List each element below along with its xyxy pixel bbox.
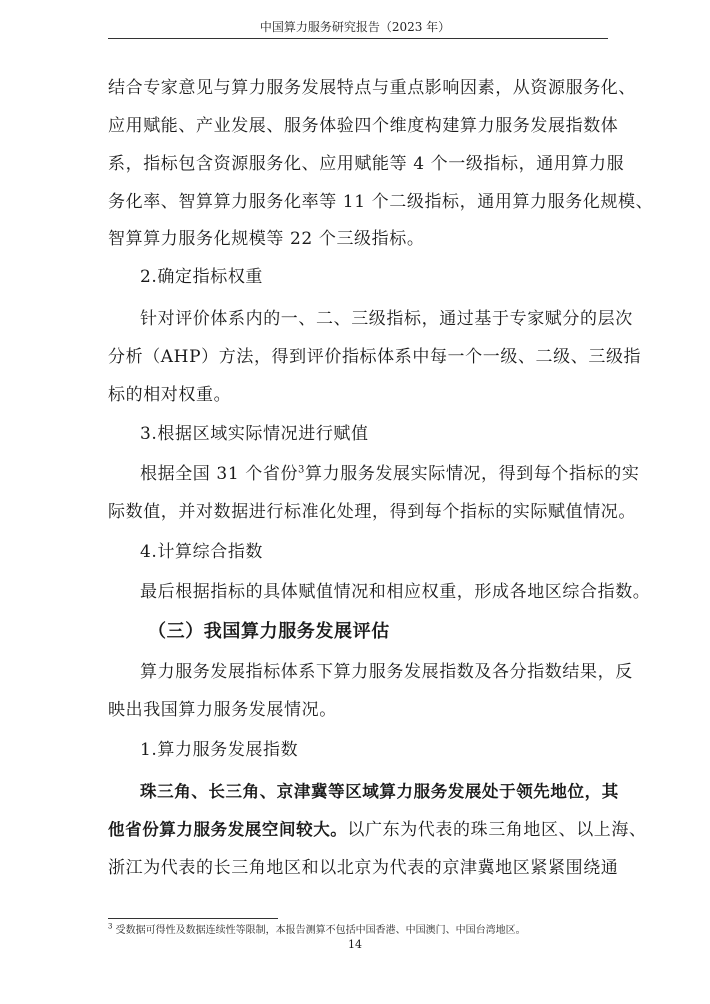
footnote-mark: 3 [108,922,113,931]
page-number: 14 [348,938,362,951]
section-heading: （三）我国算力服务发展评估 [148,621,390,642]
subheading-index: 1.算力服务发展指数 [140,740,299,760]
header-rule [108,38,608,39]
paragraph-line-bold: 珠三角、长三角、京津冀等区域算力服务发展处于领先地位，其 [140,782,619,801]
subheading-assign: 3.根据区域实际情况进行赋值 [140,424,369,444]
paragraph-line: 映出我国算力服务发展情况。 [108,700,337,720]
footnote [108,921,526,936]
paragraph-line: 最后根据指标的具体赋值情况和相应权重，形成各地区综合指数。 [140,582,651,602]
footnote-ref: 3 [298,464,306,476]
subheading-weights: 2.确定指标权重 [140,267,264,287]
paragraph-line: 针对评价体系内的一、二、三级指标，通过基于专家赋分的层次 [140,309,633,329]
paragraph-line [108,818,647,842]
footnote-text: 受数据可得性及数据连续性等限制，本报告测算不包括中国香港、中国澳门、中国台湾地区。 [115,925,526,936]
paragraph-line: 系，指标包含资源服务化、应用赋能等 4 个一级指标，通用算力服 [108,154,625,174]
paragraph-line: 际数值，并对数据进行标准化处理，得到每个指标的实际赋值情况。 [108,502,636,522]
paragraph-line: 智算算力服务化规模等 22 个三级指标。 [108,229,425,249]
text: 算力服务发展实际情况，得到每个指标的实 [305,464,640,484]
paragraph-line: 分析（AHP）方法，得到评价指标体系中每一个一级、二级、三级指 [108,347,642,367]
subheading-compute: 4.计算综合指数 [140,542,264,562]
paragraph-line: 务化率、智算算力服务化率等 11 个二级指标，通用算力服务化规模、 [108,192,654,212]
bold-text: 他省份算力服务发展空间较大。 [108,820,348,839]
text: 以广东为代表的珠三角地区、以上海、 [347,820,647,840]
footnote-rule [108,918,278,919]
page-header: 中国算力服务研究报告（2023 年） [259,20,451,34]
paragraph-line: 结合专家意见与算力服务发展特点与重点影响因素，从资源服务化、 [108,78,636,98]
paragraph-line: 应用赋能、产业发展、服务体验四个维度构建算力服务发展指数体 [108,116,619,136]
text: 根据全国 31 个省份 [140,464,299,484]
paragraph-line [140,462,640,486]
paragraph-line: 算力服务发展指标体系下算力服务发展指数及各分指数结果，反 [140,662,633,682]
paragraph-line: 标的相对权重。 [108,385,232,405]
paragraph-line: 浙江为代表的长三角地区和以北京为代表的京津冀地区紧紧围绕通 [108,858,619,878]
